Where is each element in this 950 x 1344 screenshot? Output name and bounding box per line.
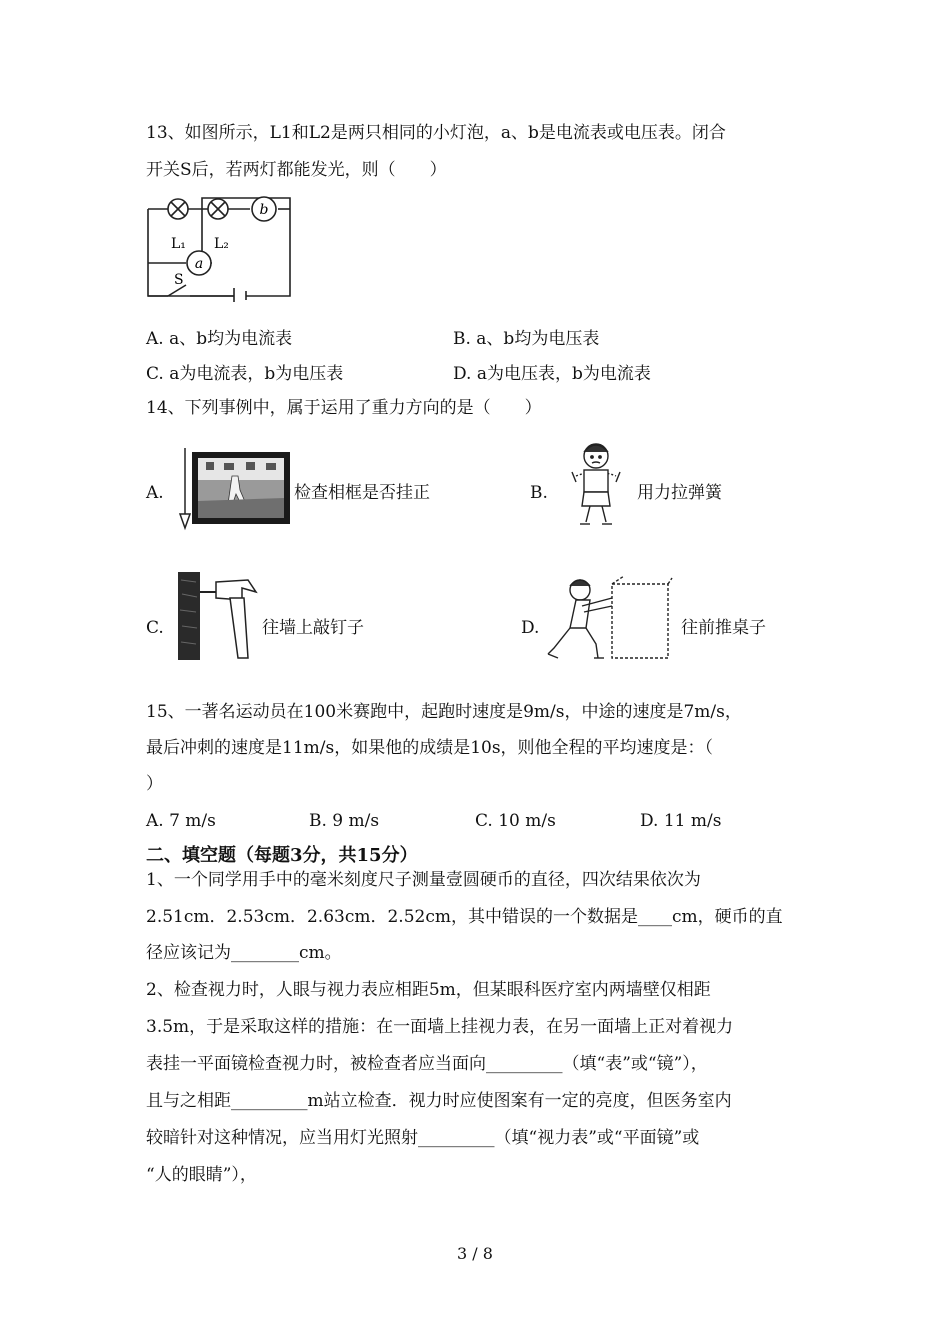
q13-label-l1: L₁ [171, 236, 186, 252]
q14-option-b-letter: B. [530, 483, 548, 503]
q14-option-b-text: 用力拉弹簧 [637, 483, 722, 503]
q14-option-c-text: 往墙上敲钉子 [262, 618, 364, 638]
fill2-line5: 较暗针对这种情况，应当用灯光照射_________（填“视力表”或“平面镜”或 [146, 1128, 700, 1148]
q13-switch-label: S [174, 272, 184, 288]
fill2-line2: 3.5m，于是采取这样的措施：在一面墙上挂视力表，在另一面墙上正对着视力 [146, 1017, 734, 1037]
q15-option-b: B. 9 m/s [309, 811, 380, 831]
fill2-line4: 且与之相距_________m站立检查．视力时应使图案有一定的亮度，但医务室内 [146, 1091, 732, 1111]
q13-circuit-diagram [140, 190, 300, 302]
q13-meter-a: a [194, 256, 204, 272]
q13-meter-b: b [259, 202, 269, 218]
page-number: 3 / 8 [457, 1244, 493, 1263]
fill1-line2: 2.51cm．2.53cm．2.63cm．2.52cm，其中错误的一个数据是____cm，硬币的直 [146, 907, 783, 927]
q13-option-d: D. a为电压表，b为电流表 [453, 364, 651, 384]
fill2-line1: 2、检查视力时，人眼与视力表应相距5m，但某眼科医疗室内两墙壁仅相距 [146, 980, 711, 1000]
fill2-line3: 表挂一平面镜检查视力时，被检查者应当面向_________（填“表”或“镜”）， [146, 1054, 708, 1074]
q14-option-d-text: 往前推桌子 [681, 618, 766, 638]
fill2-line6: “人的眼睛”）， [146, 1165, 257, 1185]
spring-pull-person-image [562, 438, 632, 530]
q14-option-a-letter: A. [146, 483, 164, 503]
q15-stem-line1: 15、一著名运动员在100米赛跑中，起跑时速度是9m/s，中途的速度是7m/s， [146, 702, 742, 722]
q14-option-c-letter: C. [146, 618, 164, 638]
q15-option-c: C. 10 m/s [475, 811, 556, 831]
q14-option-a-text: 检查相框是否挂正 [294, 483, 430, 503]
q13-option-a: A. a、b均为电流表 [146, 329, 293, 349]
q13-label-l2: L₂ [214, 236, 229, 252]
push-table-person-image [546, 572, 674, 664]
q15-option-a: A. 7 m/s [146, 811, 216, 831]
section-title: 二、填空题（每题3分，共15分） [146, 845, 418, 866]
q13-stem-line1: 13、如图所示，L1和L2是两只相同的小灯泡，a、b是电流表或电压表。闭合 [146, 123, 726, 143]
fill1-line1: 1、一个同学用手中的毫米刻度尺子测量壹圆硬币的直径，四次结果依次为 [146, 870, 701, 890]
q13-stem-line2: 开关S后，若两灯都能发光，则（ ） [146, 160, 447, 180]
hammer-nail-wall-image [176, 570, 261, 662]
q15-stem-line3: ） [146, 774, 163, 794]
q15-stem-line2: 最后冲刺的速度是11m/s，如果他的成绩是10s，则他全程的平均速度是：（ [146, 738, 714, 758]
q14-option-d-letter: D. [521, 618, 540, 638]
picture-frame-plumb-line-image [176, 446, 291, 531]
q15-option-d: D. 11 m/s [640, 811, 722, 831]
fill1-line3: 径应该记为________cm。 [146, 943, 342, 963]
q13-option-b: B. a、b均为电压表 [453, 329, 600, 349]
q14-stem: 14、下列事例中，属于运用了重力方向的是（ ） [146, 398, 542, 418]
q13-option-c: C. a为电流表，b为电压表 [146, 364, 344, 384]
